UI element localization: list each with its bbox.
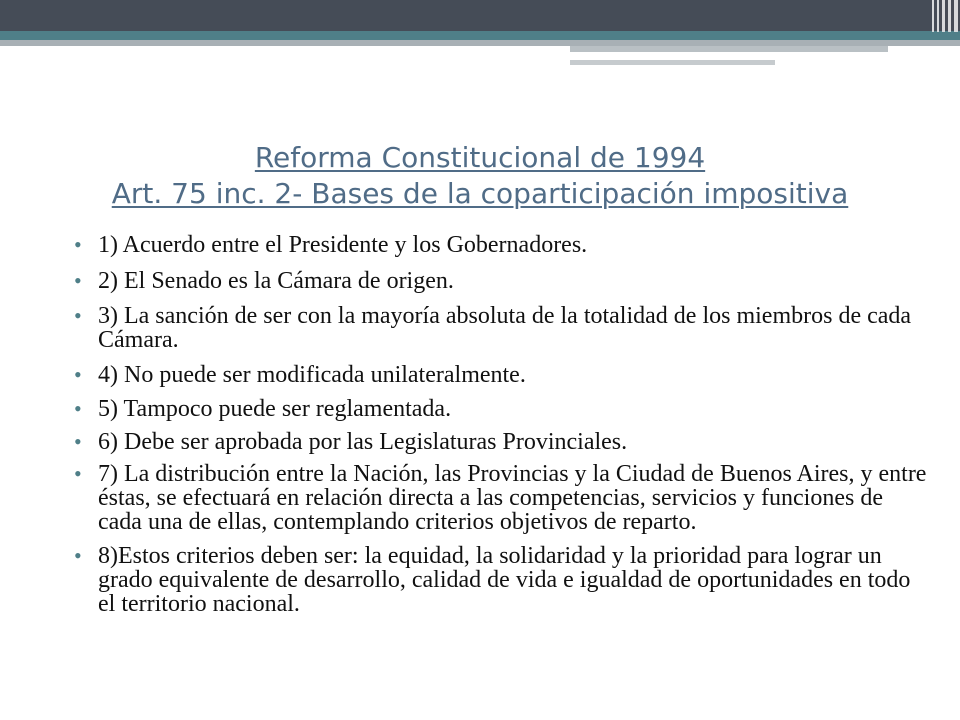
bullet-icon: •: [74, 429, 82, 454]
decorative-stripes: [928, 0, 960, 32]
bullet-list: [72, 233, 932, 616]
bullet-icon: •: [74, 396, 82, 421]
header-accent-bar: [0, 31, 960, 40]
list-item: [72, 363, 932, 387]
list-item-text: 3) La sanción de ser con la mayoría absoluta de la totalidad de los miembros de cada Cámara.: [98, 303, 912, 353]
title-line-1: Reforma Constitucional de 1994: [254, 141, 706, 174]
list-item: [72, 430, 932, 454]
bullet-icon: •: [74, 461, 82, 486]
bullet-icon: •: [74, 362, 82, 387]
list-item: [72, 269, 932, 293]
list-item: [72, 462, 932, 534]
bullet-icon: •: [74, 303, 82, 328]
header-band: [0, 0, 960, 31]
bullet-icon: •: [74, 232, 82, 257]
list-item: [72, 397, 932, 421]
slide-title: [40, 140, 920, 212]
list-item-text: 8)Estos criterios deben ser: la equidad, la solidaridad y la prioridad para lograr un grado equivalente de desarrollo, calidad de vida e igualdad de oportunidades en todo el territorio nacional.: [98, 543, 911, 617]
list-item-text: 4) No puede ser modificada unilateralmente.: [98, 362, 526, 388]
bullet-icon: •: [74, 543, 82, 568]
list-item-text: 6) Debe ser aprobada por las Legislaturas Provinciales.: [98, 429, 628, 455]
list-item-text: 5) Tampoco puede ser reglamentada.: [98, 396, 452, 422]
decorative-line: [570, 60, 775, 65]
list-item: [72, 544, 932, 616]
decorative-line: [570, 46, 888, 52]
list-item: [72, 304, 932, 352]
list-item-text: 7) La distribución entre la Nación, las Provincias y la Ciudad de Buenos Aires, y entre éstas, se efectuará en relación directa a las competencias, servicios y funciones de cada una de ellas, contemplando criterios objetivos de reparto.: [98, 461, 927, 535]
list-item: [72, 233, 932, 257]
list-item-text: 2) El Senado es la Cámara de origen.: [98, 268, 454, 294]
title-line-2: Art. 75 inc. 2- Bases de la coparticipación impositiva: [111, 177, 849, 210]
list-item-text: 1) Acuerdo entre el Presidente y los Gobernadores.: [98, 232, 588, 258]
bullet-icon: •: [74, 268, 82, 293]
